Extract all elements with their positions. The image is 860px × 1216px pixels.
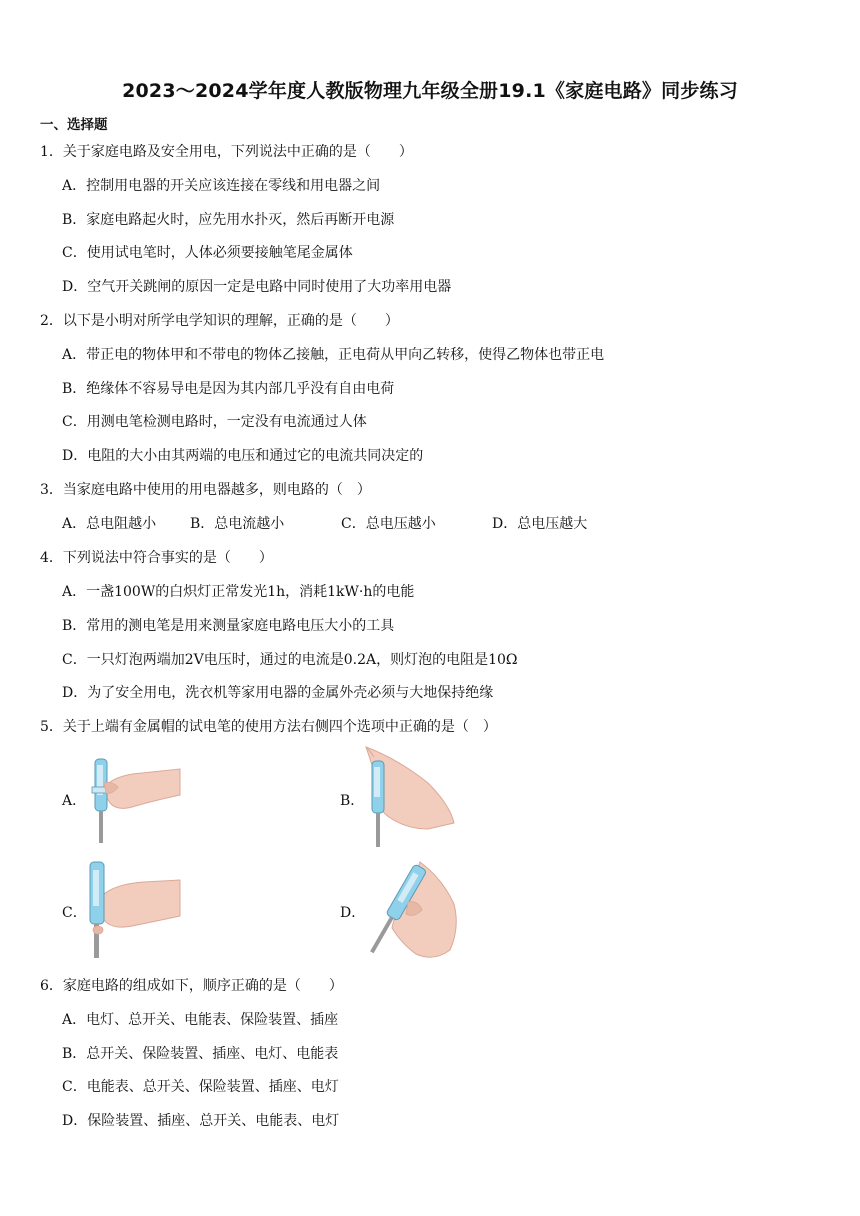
- question-6-option-b[interactable]: B．总开关、保险装置、插座、电灯、电能表: [62, 1046, 339, 1062]
- question-2-option-a[interactable]: A．带正电的物体甲和不带电的物体乙接触，正电荷从甲向乙转移，使得乙物体也带正电: [62, 347, 605, 363]
- question-1-option-c[interactable]: C．使用试电笔时，人体必须要接触笔尾金属体: [62, 245, 353, 261]
- question-4-option-b[interactable]: B．常用的测电笔是用来测量家庭电路电压大小的工具: [62, 618, 395, 634]
- question-3-option-b[interactable]: B．总电流越小: [190, 516, 285, 532]
- question-1-option-b[interactable]: B．家庭电路起火时，应先用水扑灭，然后再断开电源: [62, 212, 395, 228]
- section-heading: 一、选择题: [40, 117, 108, 133]
- question-1-stem: 1．关于家庭电路及安全用电，下列说法中正确的是（ ）: [40, 144, 413, 160]
- question-2-option-c[interactable]: C．用测电笔检测电路时，一定没有电流通过人体: [62, 414, 367, 430]
- question-3-option-a[interactable]: A．总电阻越小: [62, 516, 157, 532]
- question-2-stem: 2．以下是小明对所学电学知识的理解，正确的是（ ）: [40, 313, 399, 329]
- question-5-option-a[interactable]: A．: [62, 793, 87, 809]
- pen-grip-b-illustration: [358, 745, 458, 855]
- question-6-option-d[interactable]: D．保险装置、插座、总开关、电能表、电灯: [62, 1113, 340, 1129]
- question-6-option-a[interactable]: A．电灯、总开关、电能表、保险装置、插座: [62, 1012, 339, 1028]
- question-4-option-a[interactable]: A．一盏100W的白炽灯正常发光1h，消耗1kW·h的电能: [62, 584, 415, 600]
- question-4-stem: 4．下列说法中符合事实的是（ ）: [40, 550, 273, 566]
- question-5-stem: 5．关于上端有金属帽的试电笔的使用方法右侧四个选项中正确的是（ ）: [40, 719, 497, 735]
- pen-grip-a-illustration: [82, 755, 182, 855]
- question-6-option-c[interactable]: C．电能表、总开关、保险装置、插座、电灯: [62, 1079, 339, 1095]
- question-6-stem: 6．家庭电路的组成如下，顺序正确的是（ ）: [40, 978, 343, 994]
- question-3-option-d[interactable]: D．总电压越大: [492, 516, 588, 532]
- question-5-option-b[interactable]: B．: [340, 793, 365, 809]
- question-5-option-c[interactable]: C．: [62, 905, 87, 921]
- question-2-option-d[interactable]: D．电阻的大小由其两端的电压和通过它的电流共同决定的: [62, 448, 424, 464]
- question-1-option-a[interactable]: A．控制用电器的开关应该连接在零线和用电器之间: [62, 178, 381, 194]
- pen-grip-d-illustration: [362, 858, 462, 968]
- question-1-option-d[interactable]: D．空气开关跳闸的原因一定是电路中同时使用了大功率用电器: [62, 279, 452, 295]
- pen-grip-c-illustration: [82, 860, 182, 965]
- question-5-option-d[interactable]: D．: [340, 905, 366, 921]
- question-4-option-c[interactable]: C．一只灯泡两端加2V电压时，通过的电流是0.2A，则灯泡的电阻是10Ω: [62, 652, 518, 668]
- question-3-option-c[interactable]: C．总电压越小: [341, 516, 436, 532]
- question-2-option-b[interactable]: B．绝缘体不容易导电是因为其内部几乎没有自由电荷: [62, 381, 395, 397]
- question-4-option-d[interactable]: D．为了安全用电，洗衣机等家用电器的金属外壳必须与大地保持绝缘: [62, 685, 494, 701]
- question-3-stem: 3．当家庭电路中使用的用电器越多，则电路的（ ）: [40, 482, 371, 498]
- page-title: 2023～2024学年度人教版物理九年级全册19.1《家庭电路》同步练习: [122, 80, 738, 102]
